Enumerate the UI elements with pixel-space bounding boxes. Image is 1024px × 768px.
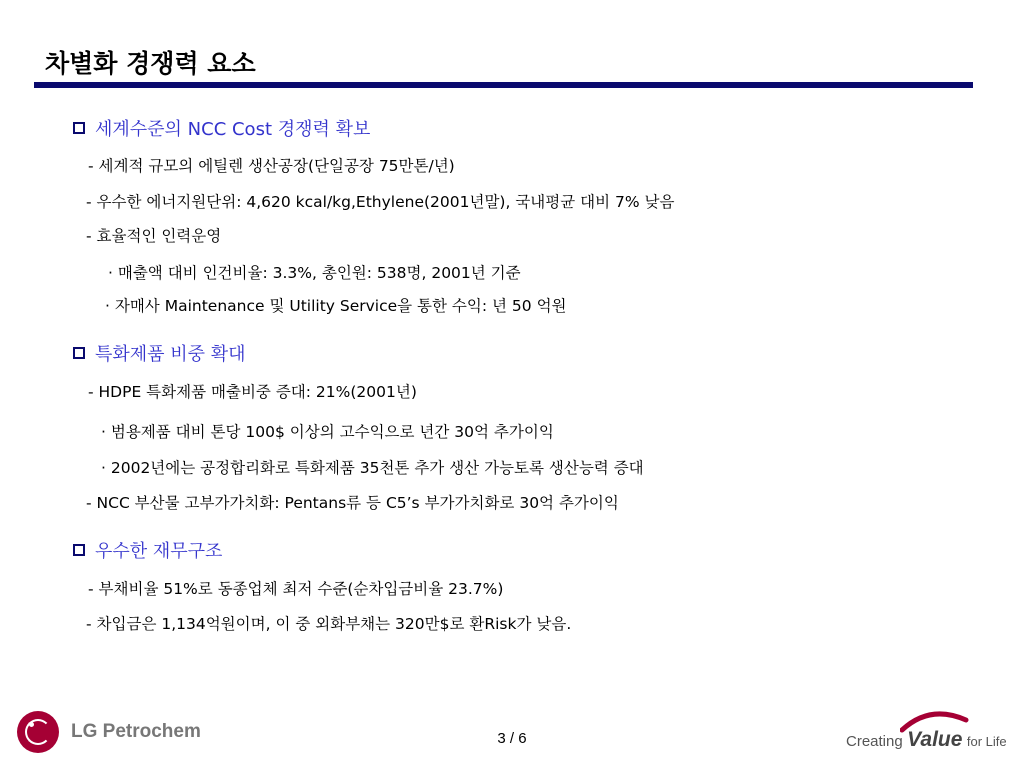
list-item: - 우수한 에너지원단위: 4,620 kcal/kg,Ethylene(2001년말), 국내평균 대비 7% 낮음 <box>86 193 675 211</box>
page-title: 차별화 경쟁력 요소 <box>45 49 256 78</box>
section-heading-specialty <box>73 340 246 366</box>
list-item: - HDPE 특화제품 매출비중 증대: 21%(2001년) <box>88 383 417 401</box>
slogan-for-life: for Life <box>966 734 1007 749</box>
list-item: · 범용제품 대비 톤당 100$ 이상의 고수익으로 년간 30억 추가이익 <box>101 423 554 441</box>
checkbox-bullet-icon <box>73 544 85 556</box>
section-heading-cost <box>73 115 370 141</box>
list-item: · 매출액 대비 인건비율: 3.3%, 총인원: 538명, 2001년 기준 <box>108 264 521 282</box>
checkbox-bullet-icon <box>73 122 85 134</box>
list-item: · 2002년에는 공정합리화로 특화제품 35천톤 추가 생산 가능토록 생산능력 증대 <box>101 459 644 477</box>
section-heading-finance <box>73 537 222 563</box>
section-heading-text: 우수한 재무구조 <box>95 541 223 562</box>
list-item: - 효율적인 인력운영 <box>86 227 222 245</box>
list-item: - 차입금은 1,134억원이며, 이 중 외화부채는 320만$로 환Risk가 낮음. <box>86 615 572 633</box>
section-heading-text: 세계수준의 NCC Cost 경쟁력 확보 <box>95 119 371 140</box>
list-item: - 부채비율 51%로 동종업체 최저 수준(순차입금비율 23.7%) <box>88 580 504 598</box>
title-divider <box>34 82 973 88</box>
list-item: - 세계적 규모의 에틸렌 생산공장(단일공장 75만톤/년) <box>88 157 455 175</box>
section-heading-text: 특화제품 비중 확대 <box>95 344 246 365</box>
brand-name: LG Petrochem <box>71 721 201 742</box>
slogan-value: Value <box>907 728 963 751</box>
page-number: 3 / 6 <box>497 730 527 747</box>
slogan-creating: Creating <box>846 733 903 750</box>
list-item: · 자매사 Maintenance 및 Utility Service을 통한 수익: 년 50 억원 <box>105 297 567 315</box>
list-item: - NCC 부산물 고부가가치화: Pentans류 등 C5’s 부가가치화로 30억 추가이익 <box>86 494 619 512</box>
checkbox-bullet-icon <box>73 347 85 359</box>
slogan <box>846 728 1007 752</box>
